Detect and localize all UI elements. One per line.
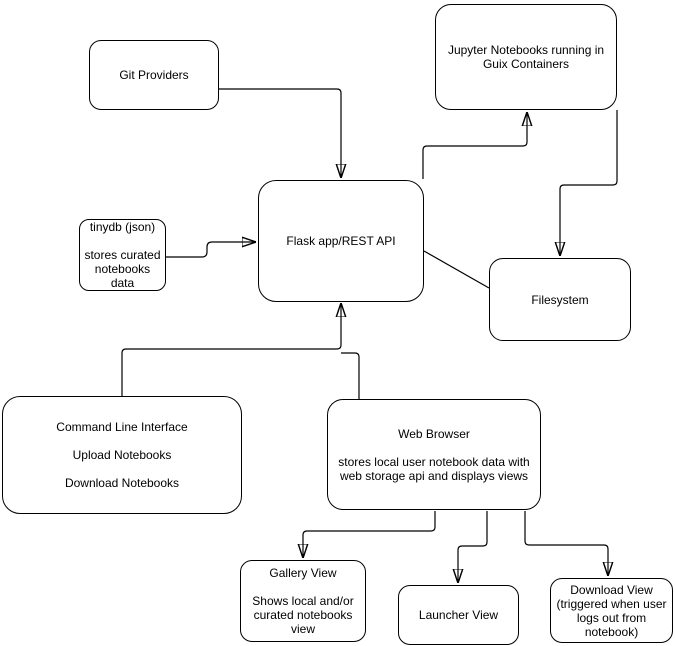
node-label: data [110,276,135,290]
node-label: Command Line Interface [56,420,188,434]
node-label: notebooks [94,262,151,276]
edge-jupyter-to-filesystem [560,110,617,255]
node-filesystem [489,258,631,341]
edge-webbrowser-to-gallery [303,511,435,557]
node-label: Shows local and/or [252,594,354,608]
node-flask-rest-api [258,180,424,302]
node-label: Flask app/REST API [286,234,396,248]
node-label: tinydb (json) [89,220,156,234]
node-label: Web Browser [398,426,470,441]
node-download-view [550,578,673,643]
node-label: notebook) [584,624,639,639]
node-label: Filesystem [531,292,589,307]
edge-webbrowser-to-flask-join [341,353,359,399]
node-label: Gallery View [269,566,337,580]
edge-git-to-flask [219,89,341,177]
edge-flask-filesystem-link [424,251,489,288]
edge-flask-to-jupyter [423,113,527,179]
edge-tinydb-to-flask [166,242,255,257]
node-jupyter-notebooks [435,4,617,110]
node-label: Download Notebooks [64,476,180,490]
node-label: Upload Notebooks [72,448,172,462]
node-label: curated notebooks [253,608,353,622]
node-label: (triggered when user [556,596,667,611]
node-label: Launcher View [418,608,499,622]
node-label: Jupyter Notebooks running in [447,43,605,57]
node-label: web storage api and displays views [339,468,529,483]
node-tinydb [79,219,166,291]
node-label: stores curated [84,248,161,262]
node-git-providers [89,40,219,110]
node-gallery-view [240,560,366,642]
edge-webbrowser-to-download [525,511,608,575]
node-launcher-view [398,585,519,645]
edge-webbrowser-to-launcher [458,511,487,582]
node-label: stores local user notebook data with [338,454,530,469]
node-command-line-interface [2,396,242,514]
node-label: Git Providers [119,68,189,82]
node-web-browser [327,399,541,510]
node-label: Download View [570,582,653,597]
node-label: Guix Containers [482,57,570,71]
edge-cli-to-flask [122,304,341,396]
node-label: view [290,622,315,636]
node-label: logs out from [576,610,647,625]
